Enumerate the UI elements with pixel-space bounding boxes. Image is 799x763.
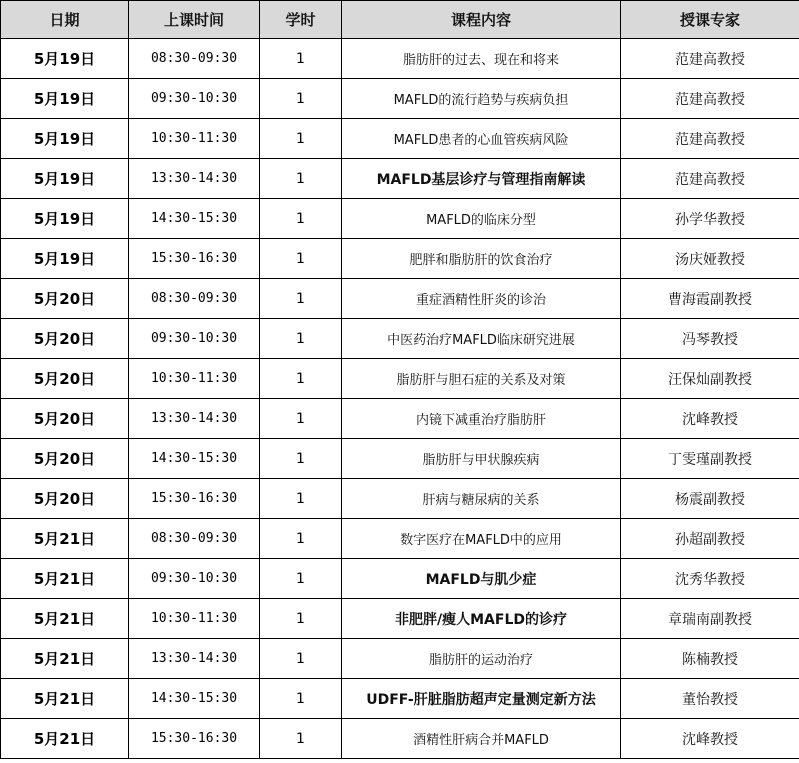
topic-cell: MAFLD基层诊疗与管理指南解读: [342, 159, 621, 199]
hours-cell: 1: [260, 79, 342, 119]
time-cell: 14:30-15:30: [129, 439, 260, 479]
table-row: [1, 319, 799, 359]
teacher-cell: 章瑞南副教授: [621, 599, 799, 639]
time-cell: 14:30-15:30: [129, 679, 260, 719]
time-cell: 10:30-11:30: [129, 359, 260, 399]
table-row: [1, 199, 799, 239]
topic-cell: 脂肪肝与胆石症的关系及对策: [342, 359, 621, 399]
header-row: [1, 1, 799, 39]
teacher-cell: 范建高教授: [621, 39, 799, 79]
topic-cell: 内镜下减重治疗脂肪肝: [342, 399, 621, 439]
date-cell: 5月21日: [1, 679, 129, 719]
topic-cell: MAFLD患者的心血管疾病风险: [342, 119, 621, 159]
date-cell: 5月21日: [1, 599, 129, 639]
hours-cell: 1: [260, 159, 342, 199]
teacher-cell: 范建高教授: [621, 79, 799, 119]
date-cell: 5月20日: [1, 439, 129, 479]
topic-cell: 脂肪肝的过去、现在和将来: [342, 39, 621, 79]
topic-cell: 中医药治疗MAFLD临床研究进展: [342, 319, 621, 359]
date-cell: 5月19日: [1, 79, 129, 119]
teacher-cell: 丁雯瑾副教授: [621, 439, 799, 479]
table-row: [1, 719, 799, 759]
hours-cell: 1: [260, 39, 342, 79]
hours-cell: 1: [260, 279, 342, 319]
header-topic: 课程内容: [342, 1, 621, 39]
teacher-cell: 范建高教授: [621, 119, 799, 159]
teacher-cell: 冯琴教授: [621, 319, 799, 359]
time-cell: 13:30-14:30: [129, 399, 260, 439]
date-cell: 5月21日: [1, 559, 129, 599]
teacher-cell: 杨震副教授: [621, 479, 799, 519]
teacher-cell: 孙超副教授: [621, 519, 799, 559]
time-cell: 15:30-16:30: [129, 719, 260, 759]
table-row: [1, 439, 799, 479]
date-cell: 5月20日: [1, 359, 129, 399]
topic-cell: 酒精性肝病合并MAFLD: [342, 719, 621, 759]
hours-cell: 1: [260, 559, 342, 599]
table-row: [1, 639, 799, 679]
time-cell: 13:30-14:30: [129, 159, 260, 199]
topic-cell: MAFLD的临床分型: [342, 199, 621, 239]
header-date: 日期: [1, 1, 129, 39]
teacher-cell: 沈峰教授: [621, 399, 799, 439]
topic-cell: UDFF-肝脏脂肪超声定量测定新方法: [342, 679, 621, 719]
topic-cell: MAFLD与肌少症: [342, 559, 621, 599]
header-hours: 学时: [260, 1, 342, 39]
teacher-cell: 范建高教授: [621, 159, 799, 199]
hours-cell: 1: [260, 719, 342, 759]
date-cell: 5月20日: [1, 479, 129, 519]
hours-cell: 1: [260, 679, 342, 719]
table-row: [1, 39, 799, 79]
table-row: [1, 559, 799, 599]
teacher-cell: 董怡教授: [621, 679, 799, 719]
time-cell: 08:30-09:30: [129, 519, 260, 559]
date-cell: 5月21日: [1, 719, 129, 759]
topic-cell: 脂肪肝与甲状腺疾病: [342, 439, 621, 479]
time-cell: 15:30-16:30: [129, 239, 260, 279]
time-cell: 08:30-09:30: [129, 279, 260, 319]
topic-cell: 肝病与糖尿病的关系: [342, 479, 621, 519]
time-cell: 09:30-10:30: [129, 79, 260, 119]
time-cell: 15:30-16:30: [129, 479, 260, 519]
hours-cell: 1: [260, 479, 342, 519]
table-row: [1, 679, 799, 719]
table-row: [1, 599, 799, 639]
time-cell: 09:30-10:30: [129, 319, 260, 359]
table-row: [1, 359, 799, 399]
hours-cell: 1: [260, 599, 342, 639]
date-cell: 5月20日: [1, 319, 129, 359]
hours-cell: 1: [260, 359, 342, 399]
hours-cell: 1: [260, 199, 342, 239]
teacher-cell: 孙学华教授: [621, 199, 799, 239]
teacher-cell: 汤庆娅教授: [621, 239, 799, 279]
time-cell: 08:30-09:30: [129, 39, 260, 79]
hours-cell: 1: [260, 439, 342, 479]
header-teacher: 授课专家: [621, 1, 799, 39]
time-cell: 10:30-11:30: [129, 119, 260, 159]
table-header: [1, 1, 799, 39]
topic-cell: 重症酒精性肝炎的诊治: [342, 279, 621, 319]
date-cell: 5月19日: [1, 199, 129, 239]
teacher-cell: 陈楠教授: [621, 639, 799, 679]
table-row: [1, 279, 799, 319]
teacher-cell: 曹海霞副教授: [621, 279, 799, 319]
header-time: 上课时间: [129, 1, 260, 39]
table-body: [1, 39, 799, 759]
time-cell: 09:30-10:30: [129, 559, 260, 599]
topic-cell: 脂肪肝的运动治疗: [342, 639, 621, 679]
date-cell: 5月19日: [1, 119, 129, 159]
date-cell: 5月21日: [1, 519, 129, 559]
topic-cell: MAFLD的流行趋势与疾病负担: [342, 79, 621, 119]
table-row: [1, 519, 799, 559]
hours-cell: 1: [260, 399, 342, 439]
hours-cell: 1: [260, 319, 342, 359]
topic-cell: 肥胖和脂肪肝的饮食治疗: [342, 239, 621, 279]
time-cell: 13:30-14:30: [129, 639, 260, 679]
topic-cell: 数字医疗在MAFLD中的应用: [342, 519, 621, 559]
teacher-cell: 沈峰教授: [621, 719, 799, 759]
date-cell: 5月19日: [1, 159, 129, 199]
table-row: [1, 239, 799, 279]
table-row: [1, 159, 799, 199]
hours-cell: 1: [260, 119, 342, 159]
date-cell: 5月20日: [1, 399, 129, 439]
time-cell: 14:30-15:30: [129, 199, 260, 239]
hours-cell: 1: [260, 519, 342, 559]
table-row: [1, 479, 799, 519]
date-cell: 5月20日: [1, 279, 129, 319]
date-cell: 5月19日: [1, 39, 129, 79]
date-cell: 5月21日: [1, 639, 129, 679]
time-cell: 10:30-11:30: [129, 599, 260, 639]
table-row: [1, 399, 799, 439]
table-row: [1, 119, 799, 159]
teacher-cell: 汪保灿副教授: [621, 359, 799, 399]
teacher-cell: 沈秀华教授: [621, 559, 799, 599]
hours-cell: 1: [260, 639, 342, 679]
hours-cell: 1: [260, 239, 342, 279]
table-row: [1, 79, 799, 119]
topic-cell: 非肥胖/瘦人MAFLD的诊疗: [342, 599, 621, 639]
date-cell: 5月19日: [1, 239, 129, 279]
